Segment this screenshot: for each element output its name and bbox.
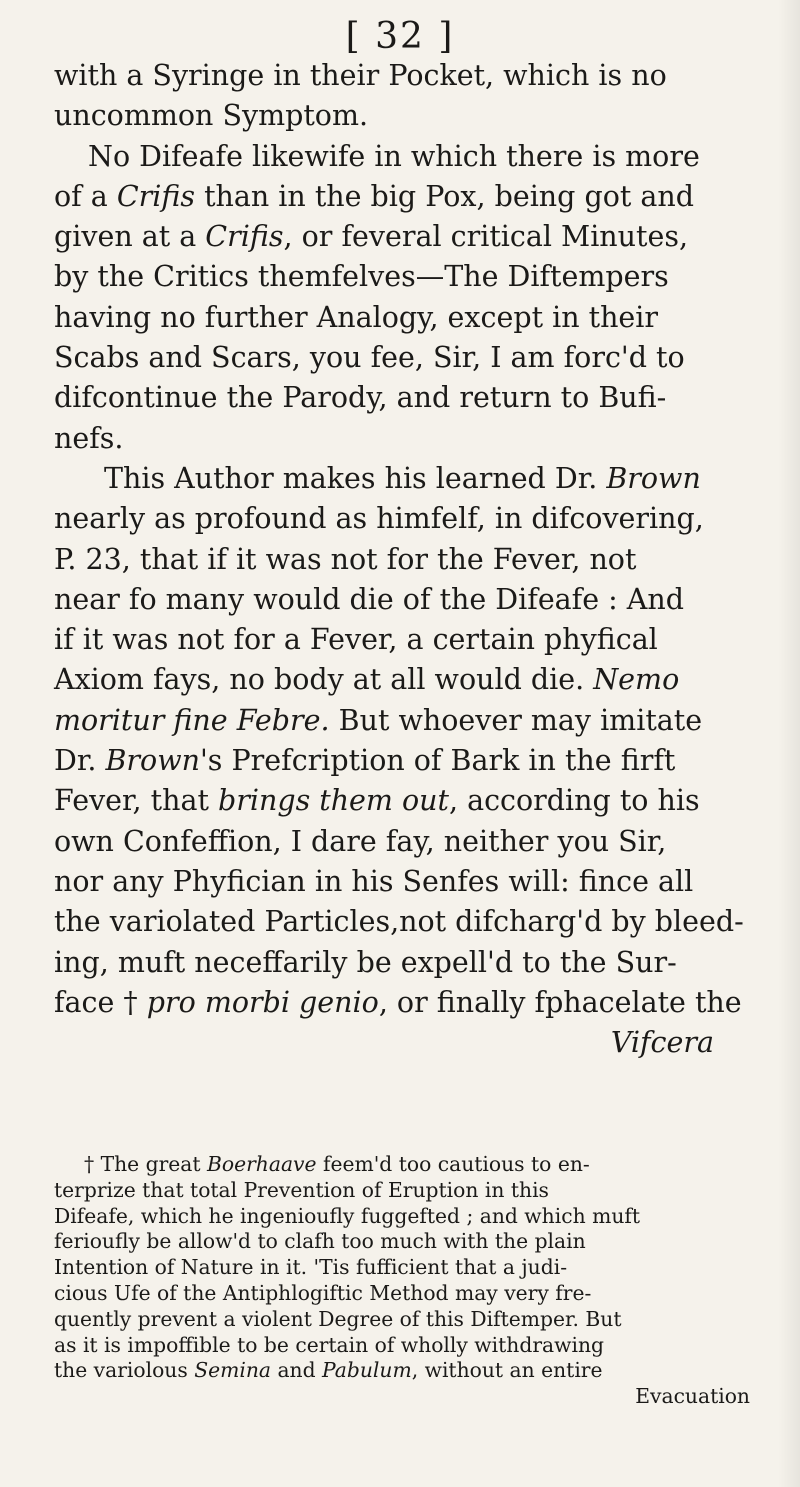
text-run: Fever, that bbox=[54, 784, 218, 818]
italic-term: Semina bbox=[194, 1358, 271, 1383]
text-line bbox=[54, 217, 774, 257]
footnote-line: quently prevent a violent Degree of this Diftemper. But bbox=[54, 1306, 622, 1331]
italic-term: brings them out bbox=[217, 784, 449, 818]
text-line: ing, muft neceffarily be expell'd to the Sur- bbox=[54, 945, 677, 979]
italic-term: Crifis bbox=[205, 220, 284, 254]
page-number: [ 32 ] bbox=[345, 16, 455, 57]
text-line bbox=[54, 781, 774, 821]
text-run: Axiom fays, no body at all would die. bbox=[54, 663, 594, 697]
footnote-line: cious Ufe of the Antiphlogiftic Method may very fre- bbox=[54, 1280, 592, 1305]
text-line: having no further Analogy, except in their bbox=[54, 300, 659, 334]
text-line: by the Critics themfelves—The Diftempers bbox=[54, 260, 669, 294]
text-line: difcontinue the Parody, and return to Bufi- bbox=[54, 381, 667, 415]
footnote-line: terprize that total Prevention of Eruption in this bbox=[54, 1177, 549, 1202]
italic-term: moritur fine Febre. bbox=[54, 703, 330, 737]
text-run: But whoever may imitate bbox=[329, 703, 703, 737]
catchword: Evacuation bbox=[635, 1384, 750, 1409]
text-line: the variolated Particles,not difcharg'd by bleed- bbox=[54, 905, 744, 939]
text-line: nefs. bbox=[54, 421, 124, 455]
text-line bbox=[54, 459, 774, 499]
italic-term: Crifis bbox=[116, 179, 196, 213]
text-line: nor any Phyfician in his Senfes will: fince all bbox=[54, 864, 694, 898]
text-line: near fo many would die of the Difeafe : And bbox=[54, 582, 684, 616]
footnote-line: Intention of Nature in it. 'Tis fufficient that a judi- bbox=[54, 1255, 568, 1280]
text-run: , or finally fphacelate the bbox=[378, 985, 742, 1019]
text-run: the variolous bbox=[54, 1358, 195, 1383]
text-run: This Author makes his learned Dr. bbox=[104, 461, 607, 495]
text-run: 's Prefcription of Bark in the firft bbox=[199, 744, 676, 778]
text-line bbox=[54, 177, 774, 217]
italic-term: Vifcera bbox=[610, 1026, 714, 1060]
footnote bbox=[54, 1152, 774, 1410]
text-run: face † bbox=[54, 985, 147, 1019]
text-line bbox=[54, 660, 774, 700]
text-line: P. 23, that if it was not for the Fever, not bbox=[54, 542, 637, 576]
italic-term: pro morbi genio bbox=[146, 985, 379, 1019]
footnote-line bbox=[54, 1152, 774, 1178]
italic-name: Brown bbox=[105, 744, 200, 778]
italic-term: Pabulum bbox=[322, 1358, 412, 1383]
footnote-line: Difeafe, which he ingenioufly fuggefted ; and which muft bbox=[54, 1203, 641, 1228]
text-run: than in the big Pox, being got and bbox=[195, 179, 694, 213]
text-line bbox=[54, 741, 774, 781]
text-run: given at a bbox=[54, 220, 206, 254]
text-line: if it was not for a Fever, a certain phyfical bbox=[54, 623, 658, 657]
text-line bbox=[54, 701, 774, 741]
footnote-line: ferioufly be allow'd to clafh too much with the plain bbox=[54, 1229, 586, 1254]
italic-name: Boerhaave bbox=[207, 1152, 317, 1176]
footnote-line: as it is impoffible to be certain of wholly withdrawing bbox=[54, 1332, 605, 1357]
text-run: , according to his bbox=[448, 784, 700, 818]
text-line: nearly as profound as himfelf, in difcovering, bbox=[54, 502, 704, 536]
text-line: own Confeffion, I dare fay, neither you Sir, bbox=[54, 824, 667, 858]
text-line: uncommon Symptom. bbox=[54, 99, 369, 133]
text-run: feem'd too cautious to en- bbox=[316, 1152, 590, 1176]
text-line: No Difeafe likewife in which there is more bbox=[88, 139, 700, 173]
text-run: , or feveral critical Minutes, bbox=[283, 220, 689, 254]
text-line: with a Syringe in their Pocket, which is no bbox=[54, 59, 667, 92]
footnote-line bbox=[54, 1358, 774, 1384]
italic-term: Nemo bbox=[593, 663, 680, 697]
text-run: Dr. bbox=[54, 744, 106, 778]
text-run: † The great bbox=[84, 1152, 207, 1176]
catchword bbox=[54, 1023, 774, 1063]
text-line: Scabs and Scars, you fee, Sir, I am forc'd to bbox=[54, 341, 685, 375]
text-run: , without an entire bbox=[411, 1358, 603, 1383]
main-text bbox=[54, 56, 774, 1063]
page-edge-shadow bbox=[778, 0, 800, 1487]
text-run: of a bbox=[54, 179, 117, 213]
italic-name: Brown bbox=[606, 461, 701, 495]
text-run: and bbox=[271, 1358, 323, 1383]
text-line bbox=[54, 983, 774, 1023]
